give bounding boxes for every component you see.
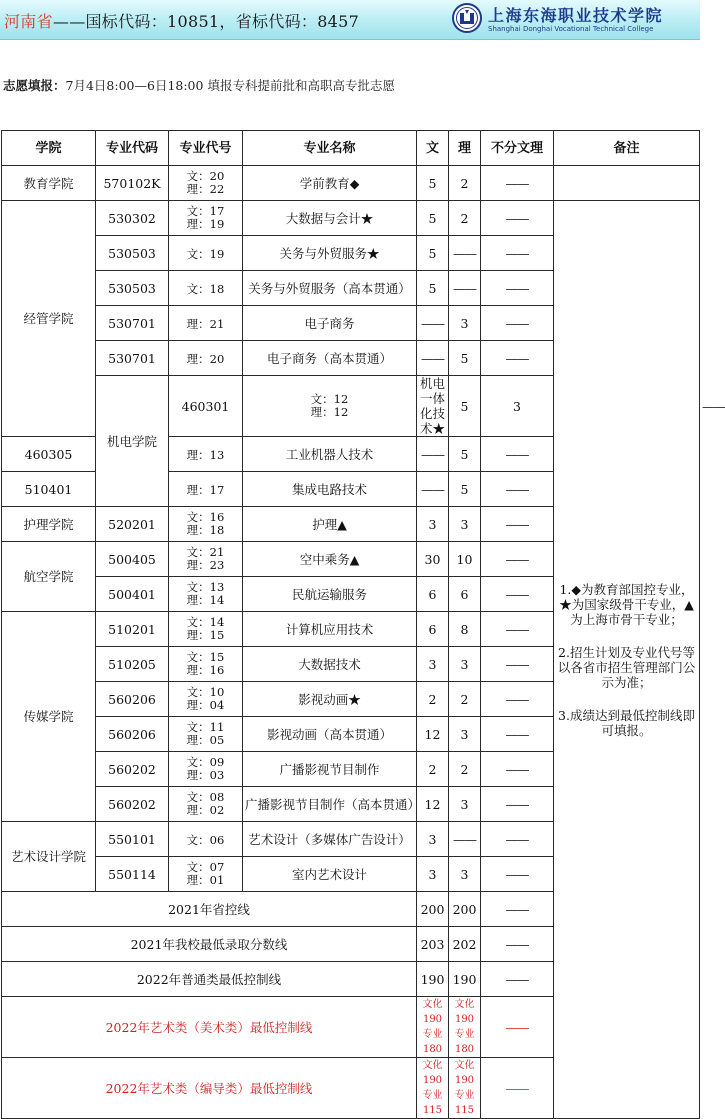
major-name: 影视动画（高本贯通） [243, 717, 417, 752]
quota-any: —— [481, 822, 554, 857]
quota-any: —— [481, 682, 554, 717]
major-number: 文：13 理：14 [169, 577, 243, 612]
quota-wen: 5 [417, 271, 449, 306]
quota-any: —— [481, 647, 554, 682]
quota-wen: 12 [417, 717, 449, 752]
column-header: 专业代码 [96, 131, 169, 166]
major-code: 500401 [96, 577, 169, 612]
art-li-cell: 文化 190 专业 180 [449, 997, 481, 1058]
quota-li: —— [449, 822, 481, 857]
major-name: 计算机应用技术 [243, 612, 417, 647]
quota-li: 3 [481, 376, 554, 437]
major-name: 工业机器人技术 [243, 437, 417, 472]
major-code: 520201 [96, 507, 169, 542]
college-cell: 护理学院 [2, 507, 96, 542]
college-cell: 航空学院 [2, 542, 96, 612]
major-number: 文：18 [169, 271, 243, 306]
quota-any: —— [481, 507, 554, 542]
province-name: 河南省 [4, 12, 53, 31]
logo-text-cn: 上海东海职业技术学院 [488, 6, 664, 25]
enrollment-plan-table [1, 130, 725, 1119]
quota-wen: 30 [417, 542, 449, 577]
quota-any: —— [481, 717, 554, 752]
quota-wen: 2 [417, 682, 449, 717]
quota-wen: 3 [417, 857, 449, 892]
major-name: 空中乘务▲ [243, 542, 417, 577]
table-row [2, 201, 700, 236]
page-title [4, 9, 359, 32]
table-row: 机电学院 460301 文：12 理：12 机电一体化技术★ 5 3 —— [2, 376, 700, 437]
major-code: 560206 [96, 682, 169, 717]
quota-wen: 5 [449, 376, 481, 437]
quota-li: —— [449, 236, 481, 271]
quota-wen: 5 [417, 201, 449, 236]
college-cell: 机电学院 [96, 376, 169, 507]
quota-wen: —— [417, 472, 449, 507]
quota-any: —— [481, 271, 554, 306]
college-cell: 艺术设计学院 [2, 822, 96, 892]
quota-any: —— [481, 236, 554, 271]
quota-any: —— [481, 857, 554, 892]
quota-li: 3 [449, 647, 481, 682]
quota-li: 3 [449, 787, 481, 822]
notes-top-cell [554, 166, 700, 201]
major-name: 广播影视节目制作 [243, 752, 417, 787]
major-number: 理：13 [169, 437, 243, 472]
major-name: 影视动画★ [243, 682, 417, 717]
quota-wen: 12 [417, 787, 449, 822]
quota-li: 10 [449, 542, 481, 577]
major-name: 大数据技术 [243, 647, 417, 682]
major-number: 文：14 理：15 [169, 612, 243, 647]
quota-li: 3 [449, 717, 481, 752]
major-code: 500405 [96, 542, 169, 577]
quota-li: 5 [449, 437, 481, 472]
art-any: —— [481, 997, 554, 1058]
quota-any: —— [481, 472, 554, 507]
major-name: 学前教育◆ [243, 166, 417, 201]
college-cell: 传媒学院 [2, 612, 96, 822]
quota-wen: 5 [417, 236, 449, 271]
major-number: 理：20 [169, 341, 243, 376]
art-wen-cell: 文化 190 专业 180 [417, 997, 449, 1058]
quota-wen: —— [417, 306, 449, 341]
art-line-label: 2022年艺术类（编导类）最低控制线 [2, 1058, 417, 1119]
quota-wen: 3 [417, 822, 449, 857]
summary-label: 2022年普通类最低控制线 [2, 962, 417, 997]
column-header: 专业名称 [243, 131, 417, 166]
quota-li: 3 [449, 857, 481, 892]
quota-any: —— [481, 752, 554, 787]
quota-any: —— [481, 306, 554, 341]
college-emblem-icon [452, 3, 482, 33]
major-code: 560206 [96, 717, 169, 752]
major-code: 530302 [96, 201, 169, 236]
quota-li: 2 [449, 201, 481, 236]
quota-wen: —— [417, 341, 449, 376]
summary-li: 200 [449, 892, 481, 927]
major-code: 560202 [96, 787, 169, 822]
major-code: 460305 [2, 437, 96, 472]
note-item: 1.◆为教育部国控专业，★为国家级骨干专业，▲为上海市骨干专业； [559, 581, 694, 627]
summary-any: —— [481, 962, 554, 997]
summary-wen: 200 [417, 892, 449, 927]
column-header: 不分文理 [481, 131, 554, 166]
major-number: 文：17 理：19 [169, 201, 243, 236]
major-name: 室内艺术设计 [243, 857, 417, 892]
quota-li: 2 [449, 682, 481, 717]
quota-wen: —— [417, 437, 449, 472]
note-item: 3.成绩达到最低控制线即可填报。 [558, 707, 695, 738]
major-code: 550114 [96, 857, 169, 892]
notice-text: 7月4日8:00—6日18:00 填报专科提前批和高职高专批志愿 [65, 78, 395, 93]
major-name: 艺术设计（多媒体广告设计） [243, 822, 417, 857]
major-number: 文：06 [169, 822, 243, 857]
major-name: 集成电路技术 [243, 472, 417, 507]
quota-any: —— [481, 577, 554, 612]
major-number: 文：21 理：23 [169, 542, 243, 577]
logo-text-en: Shanghai Donghai Vocational Technical College [488, 25, 654, 33]
summary-wen: 190 [417, 962, 449, 997]
quota-wen: 3 [417, 647, 449, 682]
summary-li: 190 [449, 962, 481, 997]
major-number: 文：19 [169, 236, 243, 271]
major-code: 530503 [96, 271, 169, 306]
major-name: 大数据与会计★ [243, 201, 417, 236]
summary-label: 2021年我校最低录取分数线 [2, 927, 417, 962]
major-code: 560202 [96, 752, 169, 787]
quota-wen: 6 [417, 612, 449, 647]
major-name: 电子商务 [243, 306, 417, 341]
quota-wen: 3 [417, 507, 449, 542]
major-number: 文：07 理：01 [169, 857, 243, 892]
major-name: 电子商务（高本贯通） [243, 341, 417, 376]
college-logo [446, 2, 696, 38]
column-header: 理 [449, 131, 481, 166]
art-wen-cell: 文化 190 专业 115 [417, 1058, 449, 1119]
quota-li: 5 [449, 341, 481, 376]
major-code: 510401 [2, 472, 96, 507]
summary-wen: 203 [417, 927, 449, 962]
note-item: 2.招生计划及专业代号等以各省市招生管理部门公示为准； [557, 644, 696, 690]
quota-any: —— [481, 166, 554, 201]
code-info: ——国标代码：10851，省标代码：8457 [52, 12, 360, 31]
column-header: 备注 [554, 131, 700, 166]
college-cell: 教育学院 [2, 166, 96, 201]
major-code: 570102K [96, 166, 169, 201]
column-header: 专业代号 [169, 131, 243, 166]
major-number: 文：08 理：02 [169, 787, 243, 822]
major-name: 护理▲ [243, 507, 417, 542]
summary-any: —— [481, 892, 554, 927]
major-code: 530701 [96, 341, 169, 376]
quota-li: 3 [449, 306, 481, 341]
major-number: 文：16 理：18 [169, 507, 243, 542]
notes-cell [554, 201, 700, 1119]
quota-li: 5 [449, 472, 481, 507]
summary-label: 2021年省控线 [2, 892, 417, 927]
major-code: 460301 [169, 376, 243, 437]
quota-any: —— [481, 612, 554, 647]
major-name: 机电一体化技术★ [417, 376, 449, 437]
major-number: 文：09 理：03 [169, 752, 243, 787]
major-name: 民航运输服务 [243, 577, 417, 612]
application-notice [3, 76, 395, 94]
quota-li: 3 [449, 507, 481, 542]
major-code: 510201 [96, 612, 169, 647]
major-name: 关务与外贸服务★ [243, 236, 417, 271]
quota-any: —— [481, 542, 554, 577]
quota-any: —— [481, 201, 554, 236]
major-number: 文：12 理：12 [243, 376, 417, 437]
major-name: 广播影视节目制作（高本贯通） [243, 787, 417, 822]
major-code: 550101 [96, 822, 169, 857]
major-code: 510205 [96, 647, 169, 682]
table-header-row [2, 131, 700, 166]
major-number: 理：17 [169, 472, 243, 507]
quota-wen: 2 [417, 752, 449, 787]
college-cell: 经管学院 [2, 201, 96, 437]
art-line-label: 2022年艺术类（美术类）最低控制线 [2, 997, 417, 1058]
quota-any: —— [481, 437, 554, 472]
major-code: 530701 [96, 306, 169, 341]
major-number: 理：21 [169, 306, 243, 341]
quota-wen: 5 [417, 166, 449, 201]
quota-any: —— [481, 787, 554, 822]
major-number: 文：11 理：05 [169, 717, 243, 752]
quota-wen: 6 [417, 577, 449, 612]
page-header [0, 0, 700, 40]
quota-any: —— [481, 341, 554, 376]
quota-li: 2 [449, 752, 481, 787]
summary-any: —— [481, 927, 554, 962]
table-row [2, 166, 700, 201]
summary-li: 202 [449, 927, 481, 962]
major-number: 文：20 理：22 [169, 166, 243, 201]
art-li-cell: 文化 190 专业 115 [449, 1058, 481, 1119]
quota-li: —— [449, 271, 481, 306]
major-number: 文：15 理：16 [169, 647, 243, 682]
column-header: 文 [417, 131, 449, 166]
major-name: 关务与外贸服务（高本贯通） [243, 271, 417, 306]
quota-li: 6 [449, 577, 481, 612]
art-any: —— [481, 1058, 554, 1119]
quota-li: 2 [449, 166, 481, 201]
notice-label: 志愿填报： [3, 78, 66, 93]
quota-li: 8 [449, 612, 481, 647]
column-header: 学院 [2, 131, 96, 166]
major-number: 文：10 理：04 [169, 682, 243, 717]
major-code: 530503 [96, 236, 169, 271]
